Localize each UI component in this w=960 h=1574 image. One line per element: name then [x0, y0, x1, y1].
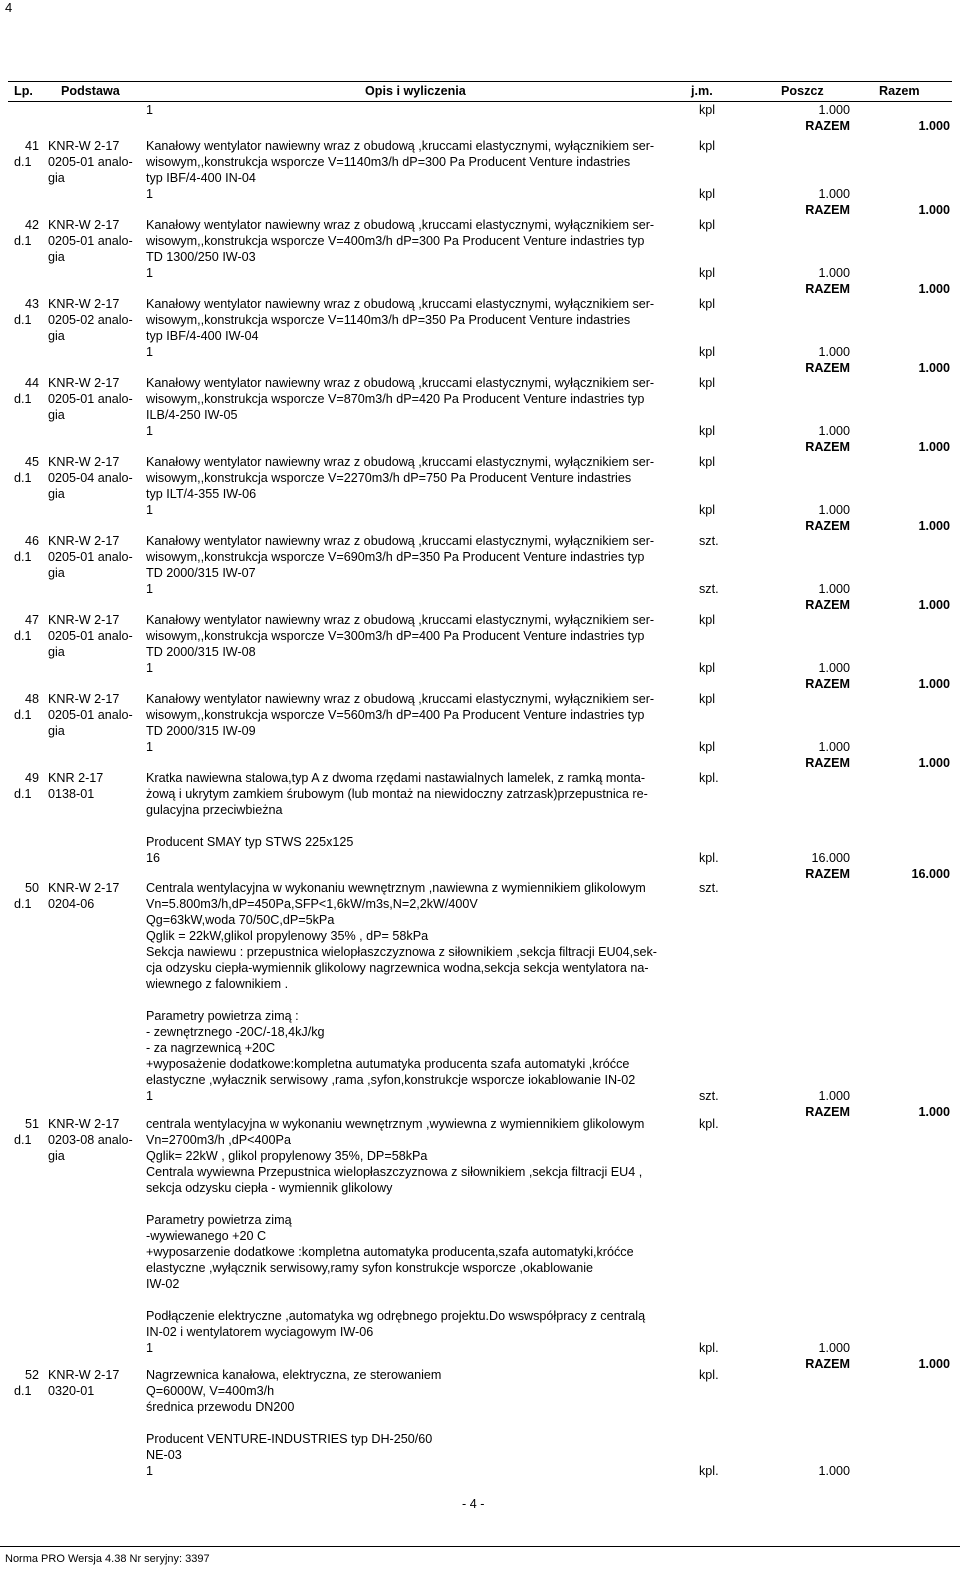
razem-label: RAZEM: [805, 677, 850, 691]
quantity-unit: szt.: [699, 1089, 719, 1103]
quantity-unit: kpl: [699, 345, 716, 359]
item-number: 46: [25, 534, 40, 548]
razem-value: 1.000: [918, 677, 950, 691]
quantity-value: 1.000: [818, 740, 850, 754]
item-suffix: d.1: [14, 629, 32, 643]
item-description-line: Qg=63kW,woda 70/50C,dP=5kPa: [146, 913, 335, 927]
razem-value: 1.000: [918, 119, 950, 133]
item-description-line: Centrala wentylacyjna w wykonaniu wewnętrznym ,nawiewna z wymiennikiem glikolowym: [146, 881, 646, 895]
quantity-count: 1: [146, 1089, 154, 1103]
item-description-line: sekcja odzysku ciepła - wymiennik glikolowy: [146, 1181, 393, 1195]
item-suffix: d.1: [14, 313, 32, 327]
item-description-line: - za nagrzewnicą +20C: [146, 1041, 276, 1055]
header-podstawa: Podstawa: [61, 84, 120, 98]
quantity-value: 1.000: [818, 503, 850, 517]
razem-label: RAZEM: [805, 203, 850, 217]
razem-value: 1.000: [918, 361, 950, 375]
item-description-line: Podłączenie elektryczne ,automatyka wg odrębnego projektu.Do wswspółpracy z centralą: [146, 1309, 646, 1323]
item-number: 51: [25, 1117, 40, 1131]
page-number-top: 4: [5, 0, 13, 15]
quantity-count: 1: [146, 345, 154, 359]
item-description-line: ILB/4-250 IW-05: [146, 408, 238, 422]
razem-label: RAZEM: [805, 361, 850, 375]
quantity-value: 1.000: [818, 1464, 850, 1478]
item-description-line: Kanałowy wentylator nawiewny wraz z obudową ,kruccami elastycznymi, wyłącznikiem ser-: [146, 455, 655, 469]
item-description-line: Qglik = 22kW,glikol propylenowy 35% , dP= 58kPa: [146, 929, 429, 943]
item-description-line: wisowym,,konstrukcja wsporcze V=560m3/h dP=400 Pa Producent Venture indastries typ: [146, 708, 645, 722]
item-description-line: typ IBF/4-400 IW-04: [146, 329, 259, 343]
item-description-line: TD 2000/315 IW-07: [146, 566, 256, 580]
quantity-count: 1: [146, 661, 154, 675]
item-description-line: Sekcja nawiewu : przepustnica wielopłaszczyznowa z siłownikiem ,sekcja filtracji EU04,sek-: [146, 945, 657, 959]
quantity-count: 1: [146, 740, 154, 754]
item-description-line: Parametry powietrza zimą: [146, 1213, 292, 1227]
item-description-line: wisowym,,konstrukcja wsporcze V=1140m3/h dP=300 Pa Producent Venture indastries: [146, 155, 631, 169]
item-basis-line: gia: [48, 645, 65, 659]
item-basis-line: 0205-04 analo-: [48, 471, 133, 485]
item-suffix: d.1: [14, 1133, 32, 1147]
razem-value: 1.000: [918, 756, 950, 770]
item-description-line: -wywiewanego +20 C: [146, 1229, 267, 1243]
item-unit: kpl: [699, 376, 716, 390]
razem-value: 1.000: [918, 519, 950, 533]
quantity-value: 1.000: [818, 661, 850, 675]
item-basis-line: 0205-02 analo-: [48, 313, 133, 327]
razem-value: 1.000: [918, 1105, 950, 1119]
header-razem: Razem: [879, 84, 920, 98]
item-description-line: typ ILT/4-355 IW-06: [146, 487, 257, 501]
quantity-value: 1.000: [818, 345, 850, 359]
item-unit: szt.: [699, 881, 719, 895]
item-basis-line: 0205-01 analo-: [48, 234, 133, 248]
item-description-line: Centrala wywiewna Przepustnica wielopłaszczyznowa z siłownikiem ,sekcja filtracji EU4 ,: [146, 1165, 643, 1179]
item-description-line: Kanałowy wentylator nawiewny wraz z obudową ,kruccami elastycznymi, wyłącznikiem ser-: [146, 692, 655, 706]
razem-label: RAZEM: [805, 1357, 850, 1371]
razem-label: RAZEM: [805, 598, 850, 612]
item-unit: kpl.: [699, 771, 719, 785]
item-number: 52: [25, 1368, 40, 1382]
item-description-line: Kanałowy wentylator nawiewny wraz z obudową ,kruccami elastycznymi, wyłącznikiem ser-: [146, 534, 655, 548]
item-basis-line: gia: [48, 408, 65, 422]
razem-value: 1.000: [918, 282, 950, 296]
item-basis-line: 0320-01: [48, 1384, 95, 1398]
razem-value: 1.000: [918, 440, 950, 454]
quantity-value: 1.000: [818, 582, 850, 596]
item-basis-line: 0205-01 analo-: [48, 155, 133, 169]
quantity-count: 1: [146, 503, 154, 517]
item-unit: kpl: [699, 139, 716, 153]
item-basis-line: 0205-01 analo-: [48, 629, 133, 643]
razem-label: RAZEM: [805, 119, 850, 133]
item-basis-line: 0138-01: [48, 787, 95, 801]
item-number: 47: [25, 613, 40, 627]
item-basis-line: 0205-01 analo-: [48, 550, 133, 564]
item-basis-line: KNR-W 2-17: [48, 297, 120, 311]
item-description-line: +wyposarzenie dodatkowe :kompletna automatyka producenta,szafa automatyki,króćce: [146, 1245, 634, 1259]
header-jm: j.m.: [691, 84, 713, 98]
item-basis-line: 0205-01 analo-: [48, 392, 133, 406]
quantity-unit: kpl: [699, 503, 716, 517]
page-number-bottom: - 4 -: [462, 1497, 485, 1511]
item-basis-line: KNR-W 2-17: [48, 613, 120, 627]
item-suffix: d.1: [14, 787, 32, 801]
item-description-line: elastyczne ,wyłącznik serwisowy,ramy syfon konstrukcje wsporcze ,okablowanie: [146, 1261, 594, 1275]
razem-value: 1.000: [918, 203, 950, 217]
quantity-value: 1.000: [818, 103, 850, 117]
table-header: [8, 81, 952, 102]
item-basis-line: KNR-W 2-17: [48, 218, 120, 232]
header-lp: Lp.: [14, 84, 33, 98]
item-description-line: typ IBF/4-400 IN-04: [146, 171, 256, 185]
item-description-line: centrala wentylacyjna w wykonaniu wewnętrznym ,wywiewna z wymiennikiem glikolowym: [146, 1117, 645, 1131]
item-description-line: wisowym,,konstrukcja wsporcze V=690m3/h dP=350 Pa Producent Venture indastries typ: [146, 550, 645, 564]
quantity-count: 1: [146, 103, 154, 117]
item-description-line: Qglik= 22kW , glikol propylenowy 35%, DP=58kPa: [146, 1149, 428, 1163]
item-description-line: Kanałowy wentylator nawiewny wraz z obudową ,kruccami elastycznymi, wyłącznikiem ser-: [146, 218, 655, 232]
item-suffix: d.1: [14, 471, 32, 485]
item-description-line: IN-02 i wentylatorem wyciagowym IW-06: [146, 1325, 374, 1339]
item-description-line: NE-03: [146, 1448, 182, 1462]
razem-label: RAZEM: [805, 756, 850, 770]
item-description-line: elastyczne ,wyłacznik serwisowy ,rama ,syfon,konstrukcje wsporcze iokablowanie IN-02: [146, 1073, 636, 1087]
item-description-line: IW-02: [146, 1277, 180, 1291]
item-number: 45: [25, 455, 40, 469]
item-basis-line: KNR-W 2-17: [48, 534, 120, 548]
item-unit: kpl: [699, 218, 716, 232]
quantity-count: 1: [146, 1464, 154, 1478]
item-description-line: żową i ukrytym zamkiem śrubowym (lub montaż na niewidoczny zatrzask)przepustnica re-: [146, 787, 648, 801]
item-basis-line: KNR-W 2-17: [48, 881, 120, 895]
item-basis-line: KNR-W 2-17: [48, 1117, 120, 1131]
item-basis-line: KNR-W 2-17: [48, 139, 120, 153]
quantity-unit: kpl: [699, 103, 716, 117]
item-basis-line: 0205-01 analo-: [48, 708, 133, 722]
quantity-count: 1: [146, 266, 154, 280]
razem-label: RAZEM: [805, 519, 850, 533]
razem-value: 1.000: [918, 598, 950, 612]
item-basis-line: gia: [48, 487, 65, 501]
item-unit: kpl: [699, 297, 716, 311]
quantity-value: 1.000: [818, 266, 850, 280]
item-basis-line: gia: [48, 329, 65, 343]
razem-label: RAZEM: [805, 440, 850, 454]
item-suffix: d.1: [14, 550, 32, 564]
item-description-line: Producent SMAY typ STWS 225x125: [146, 835, 354, 849]
item-description-line: wiewnego z falownikiem .: [146, 977, 289, 991]
item-basis-line: gia: [48, 724, 65, 738]
item-description-line: Vn=2700m3/h ,dP<400Pa: [146, 1133, 291, 1147]
quantity-unit: kpl: [699, 424, 716, 438]
footer-text: Norma PRO Wersja 4.38 Nr seryjny: 3397: [5, 1553, 210, 1565]
item-description-line: TD 1300/250 IW-03: [146, 250, 256, 264]
razem-label: RAZEM: [805, 867, 850, 881]
item-description-line: średnica przewodu DN200: [146, 1400, 295, 1414]
item-basis-line: KNR 2-17: [48, 771, 104, 785]
item-description-line: Parametry powietrza zimą :: [146, 1009, 299, 1023]
item-description-line: TD 2000/315 IW-09: [146, 724, 256, 738]
item-description-line: +wyposażenie dodatkowe:kompletna autumatyka producenta szafa automatyki ,króćce: [146, 1057, 630, 1071]
item-number: 42: [25, 218, 40, 232]
quantity-unit: kpl: [699, 740, 716, 754]
quantity-unit: kpl: [699, 661, 716, 675]
item-unit: szt.: [699, 534, 719, 548]
item-basis-line: KNR-W 2-17: [48, 455, 120, 469]
item-description-line: - zewnętrznego -20C/-18,4kJ/kg: [146, 1025, 325, 1039]
item-description-line: cja odzysku ciepła-wymiennik glikolowy nagrzewnica wodna,sekcja sekcja wentylatora na-: [146, 961, 649, 975]
footer-divider: [0, 1546, 960, 1547]
razem-value: 1.000: [918, 1357, 950, 1371]
item-unit: kpl.: [699, 1368, 719, 1382]
item-basis-line: 0204-06: [48, 897, 95, 911]
item-basis-line: KNR-W 2-17: [48, 692, 120, 706]
item-description-line: wisowym,,konstrukcja wsporcze V=400m3/h dP=300 Pa Producent Venture indastries typ: [146, 234, 645, 248]
item-basis-line: KNR-W 2-17: [48, 1368, 120, 1382]
item-suffix: d.1: [14, 392, 32, 406]
item-basis-line: 0203-08 analo-: [48, 1133, 133, 1147]
quantity-value: 1.000: [818, 424, 850, 438]
item-unit: kpl: [699, 613, 716, 627]
item-description-line: wisowym,,konstrukcja wsporcze V=1140m3/h dP=350 Pa Producent Venture indastries: [146, 313, 631, 327]
item-description-line: Nagrzewnica kanałowa, elektryczna, ze sterowaniem: [146, 1368, 442, 1382]
header-poszcz: Poszcz: [781, 84, 824, 98]
item-description-line: Vn=5.800m3/h,dP=450Pa,SFP<1,6kW/m3s,N=2,2kW/400V: [146, 897, 478, 911]
item-number: 48: [25, 692, 40, 706]
quantity-count: 1: [146, 582, 154, 596]
item-description-line: Kratka nawiewna stalowa,typ A z dwoma rzędami nastawialnych lamelek, z ramką monta-: [146, 771, 646, 785]
item-description-line: wisowym,,konstrukcja wsporcze V=870m3/h dP=420 Pa Producent Venture indastries typ: [146, 392, 645, 406]
quantity-unit: szt.: [699, 582, 719, 596]
item-suffix: d.1: [14, 1384, 32, 1398]
item-suffix: d.1: [14, 897, 32, 911]
item-unit: kpl.: [699, 1117, 719, 1131]
item-description-line: Kanałowy wentylator nawiewny wraz z obudową ,kruccami elastycznymi, wyłącznikiem ser-: [146, 297, 655, 311]
quantity-unit: kpl.: [699, 851, 719, 865]
item-description-line: Kanałowy wentylator nawiewny wraz z obudową ,kruccami elastycznymi, wyłącznikiem ser-: [146, 139, 655, 153]
razem-label: RAZEM: [805, 282, 850, 296]
item-description-line: Q=6000W, V=400m3/h: [146, 1384, 275, 1398]
quantity-value: 1.000: [818, 1341, 850, 1355]
quantity-count: 16: [146, 851, 161, 865]
item-basis-line: gia: [48, 566, 65, 580]
quantity-unit: kpl: [699, 187, 716, 201]
quantity-count: 1: [146, 1341, 154, 1355]
item-description-line: TD 2000/315 IW-08: [146, 645, 256, 659]
item-description-line: Producent VENTURE-INDUSTRIES typ DH-250/60: [146, 1432, 433, 1446]
quantity-unit: kpl.: [699, 1341, 719, 1355]
item-suffix: d.1: [14, 155, 32, 169]
item-number: 49: [25, 771, 40, 785]
quantity-unit: kpl: [699, 266, 716, 280]
header-opis: Opis i wyliczenia: [365, 84, 466, 98]
item-number: 50: [25, 881, 40, 895]
item-description-line: gulacyjna przeciwbieżna: [146, 803, 283, 817]
quantity-unit: kpl.: [699, 1464, 719, 1478]
quantity-value: 1.000: [818, 187, 850, 201]
item-number: 44: [25, 376, 40, 390]
item-unit: kpl: [699, 692, 716, 706]
item-number: 43: [25, 297, 40, 311]
razem-label: RAZEM: [805, 1105, 850, 1119]
item-number: 41: [25, 139, 40, 153]
item-description-line: wisowym,,konstrukcja wsporcze V=2270m3/h dP=750 Pa Producent Venture indastries: [146, 471, 632, 485]
item-unit: kpl: [699, 455, 716, 469]
item-basis-line: gia: [48, 250, 65, 264]
razem-value: 16.000: [911, 867, 950, 881]
item-basis-line: gia: [48, 1149, 65, 1163]
item-suffix: d.1: [14, 708, 32, 722]
item-description-line: Kanałowy wentylator nawiewny wraz z obudową ,kruccami elastycznymi, wyłącznikiem ser-: [146, 613, 655, 627]
item-basis-line: gia: [48, 171, 65, 185]
item-suffix: d.1: [14, 234, 32, 248]
item-description-line: Kanałowy wentylator nawiewny wraz z obudową ,kruccami elastycznymi, wyłącznikiem ser-: [146, 376, 655, 390]
quantity-count: 1: [146, 424, 154, 438]
quantity-value: 16.000: [811, 851, 850, 865]
quantity-value: 1.000: [818, 1089, 850, 1103]
item-basis-line: KNR-W 2-17: [48, 376, 120, 390]
item-description-line: wisowym,,konstrukcja wsporcze V=300m3/h dP=400 Pa Producent Venture indastries typ: [146, 629, 645, 643]
quantity-count: 1: [146, 187, 154, 201]
